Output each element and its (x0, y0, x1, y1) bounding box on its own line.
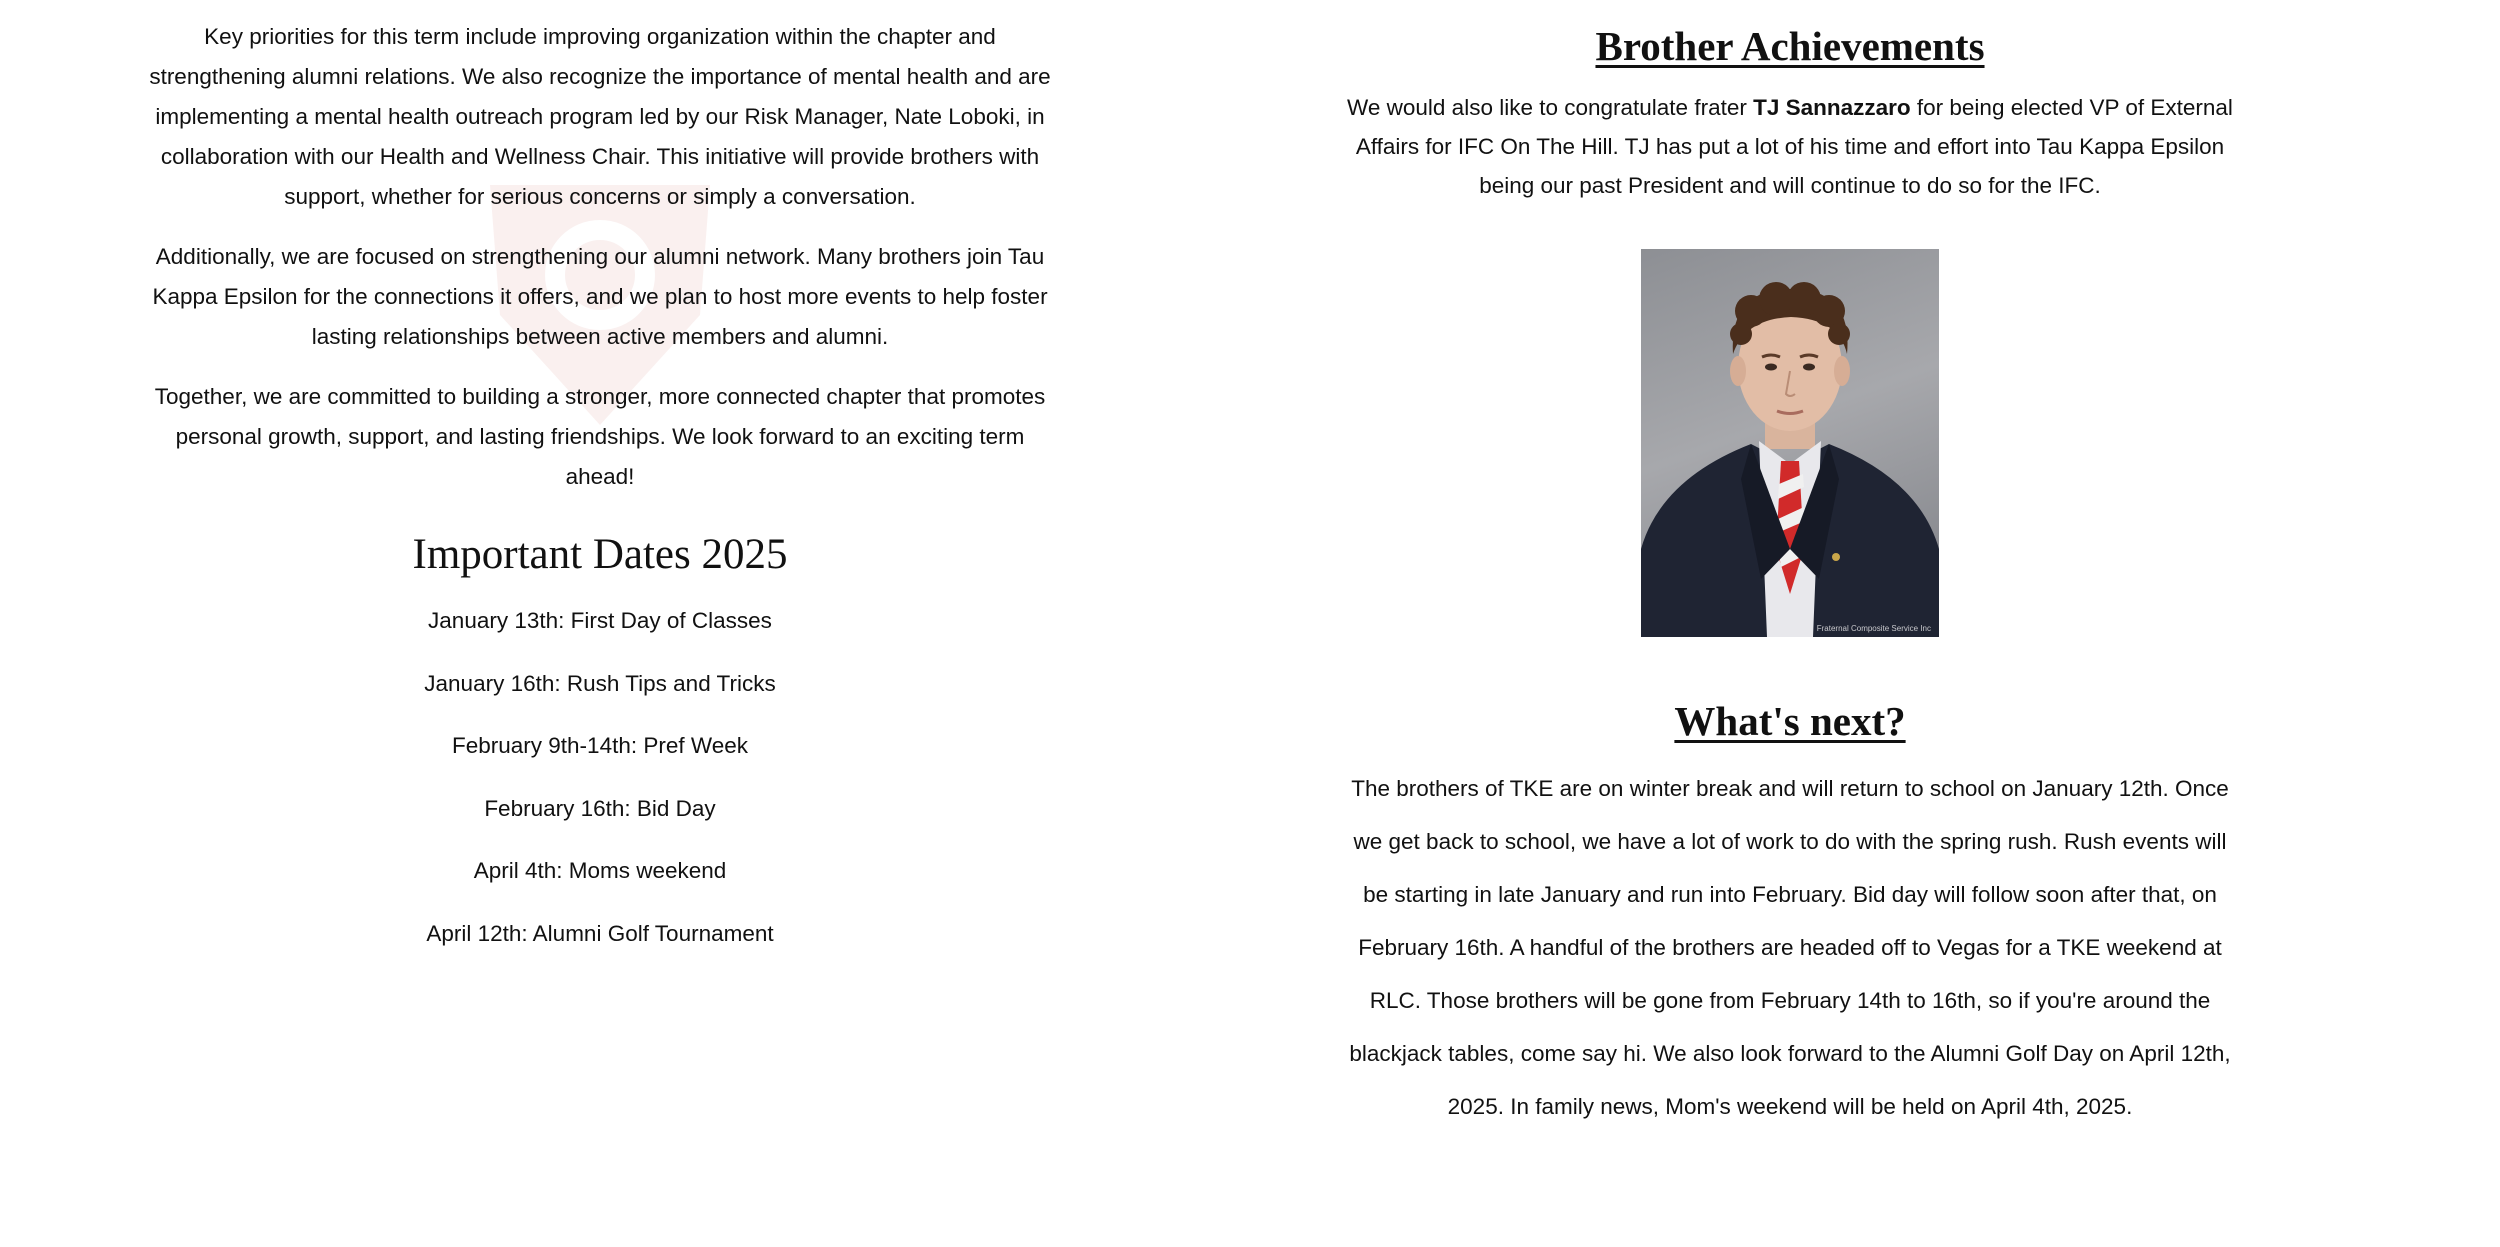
date-item: February 9th-14th: Pref Week (452, 733, 748, 758)
date-item: April 4th: Moms weekend (473, 858, 727, 883)
achievements-paragraph (1340, 88, 2240, 205)
brother-achievements-title: Brother Achievements (1595, 23, 1985, 69)
whats-next-title: What's next? (1674, 698, 1906, 744)
date-item: January 13th: First Day of Classes (428, 608, 772, 633)
date-item: April 12th: Alumni Golf Tournament (426, 920, 774, 946)
closing-paragraph: Together, we are committed to building a stronger, more connected chapter that promotes personal growth, support, and lasting friendships. We look forward to an exciting term ahead! (154, 384, 1046, 489)
whats-next-paragraph: The brothers of TKE are on winter break and will return to school on January 12th. Once we get back to school, we have a lot of work to do with the spring rush. Rush events will be starting in late January and run into February. Bid day will follow soon after that, on February 16th. A handful of the brothers are headed off to Vegas for a TKE weekend at RLC. Those brothers will be gone from February 14th to 16th, so if you're around the blackjack tables, come say hi. We also look forward to the Alumni Golf Day on April 12th, 2025. In family news, Mom's weekend will be held on April 4th, 2025. (1349, 776, 2231, 1119)
photo-caption: Fraternal Composite Service Inc (1816, 624, 1931, 633)
honoree-name: TJ Sannazzaro (1753, 95, 1911, 120)
dates-list (140, 606, 1060, 949)
portrait-illustration (1641, 249, 1939, 637)
important-dates-title: Important Dates 2025 (412, 531, 788, 578)
date-item: February 16th: Bid Day (484, 795, 716, 821)
date-item: January 16th: Rush Tips and Tricks (424, 670, 776, 696)
priorities-paragraph: Key priorities for this term include improving organization within the chapter and strengthening alumni relations. We also recognize the importance of mental health and are implementing a mental health outreach program led by our Risk Manager, Nate Loboki, in collaboration with our Health and Wellness Chair. This initiative will provide brothers with support, whether for serious concerns or simply a conversation. (149, 24, 1051, 209)
brother-portrait-photo (1641, 249, 1939, 637)
alumni-paragraph: Additionally, we are focused on strengthening our alumni network. Many brothers join Tau Kappa Epsilon for the connections it offers, and we plan to host more events to help foster lasting relationships between active members and alumni. (152, 244, 1048, 349)
achievements-text-before: We would also like to congratulate frater (1347, 95, 1754, 120)
left-column (140, 0, 1060, 981)
right-column (1340, 0, 2240, 1133)
achievements-text-after: for being elected VP of External Affairs for IFC On The Hill. TJ has put a lot of his time and effort into Tau Kappa Epsilon being our past President and will continue to do so for the IFC. (1355, 95, 2233, 198)
